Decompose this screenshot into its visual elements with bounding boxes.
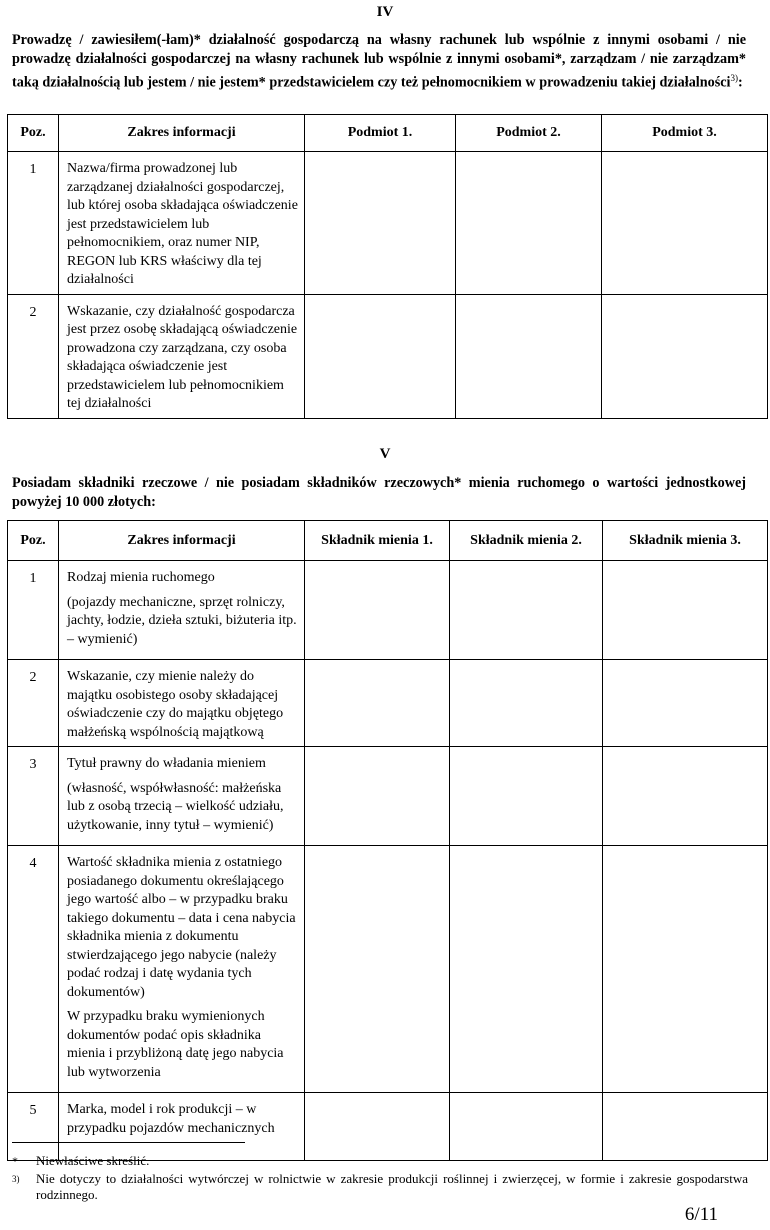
footnote-3 [12,1171,748,1203]
row-description-note: W przypadku braku wymienionych dokumentów podać opis składnika mienia i przybliżoną datę jego nabycia lub wytworzenia [67,1009,284,1080]
skladnik-2-cell[interactable] [450,561,603,660]
skladnik-3-cell[interactable] [603,846,768,1093]
row-position: 1 [8,561,59,660]
footnote-mark-wrapper [12,1171,20,1191]
skladnik-3-cell[interactable] [603,747,768,846]
footnote-mark: * [12,1154,18,1168]
row-description-main: Wartość składnika mienia z ostatniego posiadanego dokumentu określającego jego wartość albo – w przypadku braku takiego dokumentu – data i cena nabycia składnika mienia z dokumentu stwierdzającego jego nabycie (należy podać rodzaj i datę wydania tych dokumentów) [67,855,296,1000]
footnote-mark: 3) [12,1174,20,1184]
skladnik-2-cell[interactable] [450,846,603,1093]
header-zakres: Zakres informacji [59,521,305,561]
row-description: Marka, model i rok produkcji – w przypadku pojazdów mechanicznych [59,1093,305,1161]
header-skladnik-1: Składnik mienia 1. [305,521,450,561]
row-position: 2 [8,660,59,747]
table-row [8,152,768,295]
section-4-intro [12,31,746,93]
table-row [8,1093,768,1161]
table-row [8,846,768,1093]
row-description-main: Tytuł prawny do władania mieniem [67,756,266,771]
skladnik-3-cell[interactable] [603,1093,768,1161]
skladnik-2-cell[interactable] [450,660,603,747]
header-podmiot-2: Podmiot 2. [456,115,602,152]
header-poz: Poz. [8,115,59,152]
row-description-note: (własność, współwłasność: małżeńska lub z osobą trzecią – wielkość udziału, użytkowanie, inny tytuł – wymienić) [67,780,284,833]
header-zakres: Zakres informacji [59,115,305,152]
row-description [59,747,305,846]
podmiot-2-cell[interactable] [456,294,602,418]
table-row [8,561,768,660]
footnote-text: Nie dotyczy to działalności wytwórczej w rolnictwie w zakresie produkcji roślinnej i zwierzęcej, w formie i zakresie gospodarstwa rodzinnego. [36,1171,748,1202]
skladnik-1-cell[interactable] [305,846,450,1093]
row-description [59,846,305,1093]
footnote-divider [12,1142,245,1143]
row-position: 2 [8,294,59,418]
section-4-table [7,114,768,419]
header-podmiot-1: Podmiot 1. [305,115,456,152]
table-header-row [8,521,768,561]
section-4-intro-text: Prowadzę / zawiesiłem(-łam)* działalność gospodarczą na własny rachunek lub wspólnie z innymi osobami / nie prowadzę działalności gospodarczej na własny rachunek lub wspólnie z innymi osobami*, zarządzam / nie zarządzam* taką działalnością lub jestem / nie jestem* przedstawicielem czy też pełnomocnikiem w prowadzeniu takiej działalności [12,32,746,91]
row-description-main: Rodzaj mienia ruchomego [67,570,215,585]
row-position: 4 [8,846,59,1093]
skladnik-1-cell[interactable] [305,747,450,846]
table-row [8,747,768,846]
header-skladnik-3: Składnik mienia 3. [603,521,768,561]
podmiot-2-cell[interactable] [456,152,602,295]
row-description: Wskazanie, czy mienie należy do majątku osobistego osoby składającej oświadczenie czy do majątku objętego małżeńską wspólnością majątkową [59,660,305,747]
footnote-text: Niewłaściwe skreślić. [36,1153,150,1168]
row-description [59,561,305,660]
header-poz: Poz. [8,521,59,561]
section-4-title: IV [376,4,394,20]
table-header-row [8,115,768,152]
skladnik-2-cell[interactable] [450,1093,603,1161]
row-position: 3 [8,747,59,846]
page-number: 6/11 [684,1204,718,1225]
header-podmiot-3: Podmiot 3. [602,115,768,152]
header-skladnik-2: Składnik mienia 2. [450,521,603,561]
skladnik-3-cell[interactable] [603,660,768,747]
row-position: 1 [8,152,59,295]
podmiot-3-cell[interactable] [602,294,768,418]
skladnik-2-cell[interactable] [450,747,603,846]
footnote-asterisk [12,1153,748,1169]
section-4-intro-end: : [738,74,743,91]
row-description: Nazwa/firma prowadzonej lub zarządzanej działalności gospodarczej, lub której osoba składająca oświadczenie jest przedstawicielem lub pełnomocnikiem, oraz numer NIP, REGON lub KRS właściwy dla tej działalności [59,152,305,295]
podmiot-3-cell[interactable] [602,152,768,295]
table-row [8,294,768,418]
table-row [8,660,768,747]
section-5-intro: Posiadam składniki rzeczowe / nie posiadam składników rzeczowych* mienia ruchomego o wartości jednostkowej powyżej 10 000 złotych: [12,475,746,510]
podmiot-1-cell[interactable] [305,152,456,295]
row-description-note: (pojazdy mechaniczne, sprzęt rolniczy, jachty, łodzie, dzieła sztuki, biżuteria itp. – wymienić) [67,594,297,647]
skladnik-3-cell[interactable] [603,561,768,660]
skladnik-1-cell[interactable] [305,1093,450,1161]
skladnik-1-cell[interactable] [305,660,450,747]
footnote-ref-3: 3) [730,73,738,83]
row-description: Wskazanie, czy działalność gospodarcza jest przez osobę składającą oświadczenie prowadzona czy zarządzana, czy osoba składająca oświadczenie jest przedstawicielem lub pełnomocnikiem tej działalności [59,294,305,418]
skladnik-1-cell[interactable] [305,561,450,660]
section-5-title: V [379,446,391,462]
section-5-table [7,520,768,1161]
row-position: 5 [8,1093,59,1161]
podmiot-1-cell[interactable] [305,294,456,418]
